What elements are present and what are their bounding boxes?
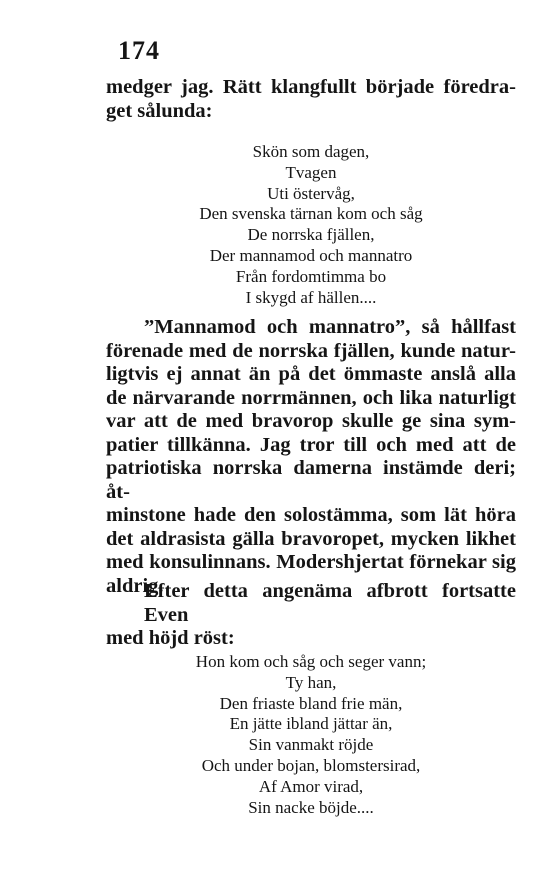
poem-stanza-1 [106, 142, 516, 308]
text-line: det aldrasista gälla bravoropet, mycken likhet [106, 527, 516, 550]
poem-line: Sin vanmakt röjde [248, 735, 374, 755]
text-line: ligtvis ej annat än på det ömmaste anslå alla [106, 363, 516, 385]
text-line: med höjd röst: [106, 627, 235, 649]
text-line: patier tillkänna. Jag tror till och med att de [106, 433, 516, 456]
poem-line: De norrska fjällen, [247, 225, 375, 245]
poem-line: Och under bojan, blomstersirad, [201, 755, 421, 775]
paragraph-mannamod [106, 316, 516, 598]
poem-line: Den friaste bland frie män, [219, 693, 403, 713]
poem-line: Skön som dagen, [252, 142, 370, 161]
poem-line: Hon kom och såg och seger vann; [195, 652, 427, 671]
text-line: med konsulinnans. Modershjertat förnekar sig [106, 551, 516, 573]
poem-line: Uti östervåg, [267, 183, 355, 203]
poem-line: Af Amor virad, [258, 776, 364, 796]
poem-stanza-2 [106, 652, 516, 818]
text-line: minstone hade den solostämma, som lät höra [106, 504, 516, 526]
text-line: förenade med de norrska fjällen, kunde natur- [106, 339, 516, 362]
poem-line: Der mannamod och mannatro [209, 245, 413, 265]
text-line: ”Mannamod och mannatro”, så hållfast [144, 316, 516, 338]
text-line: get sålunda: [106, 99, 213, 122]
text-line: medger jag. Rätt klangfullt började föredra- [106, 76, 516, 98]
text-line: Efter detta angenäma afbrott fortsatte Even [144, 580, 516, 626]
poem-line: Tvagen [285, 162, 337, 182]
poem-line: Sin nacke böjde.... [248, 797, 374, 817]
poem-line: Den svenska tärnan kom och såg [199, 204, 423, 224]
page-number: 174 [118, 36, 160, 65]
poem-line: Från fordomtimma bo [235, 266, 387, 286]
poem-line: Ty han, [285, 672, 337, 692]
text-line: de närvarande norrmännen, och lika naturligt [106, 386, 516, 409]
poem-line: En jätte ibland jättar än, [229, 714, 393, 734]
text-line: patriotiska norrska damerna instämde deri; åt- [106, 457, 516, 503]
paragraph-even [106, 580, 516, 651]
paragraph-intro [106, 76, 516, 123]
poem-line: I skygd af hällen.... [245, 287, 377, 307]
text-line: var att de med bravorop skulle ge sina sym- [106, 410, 516, 432]
text-line: aldrig. [106, 574, 164, 597]
